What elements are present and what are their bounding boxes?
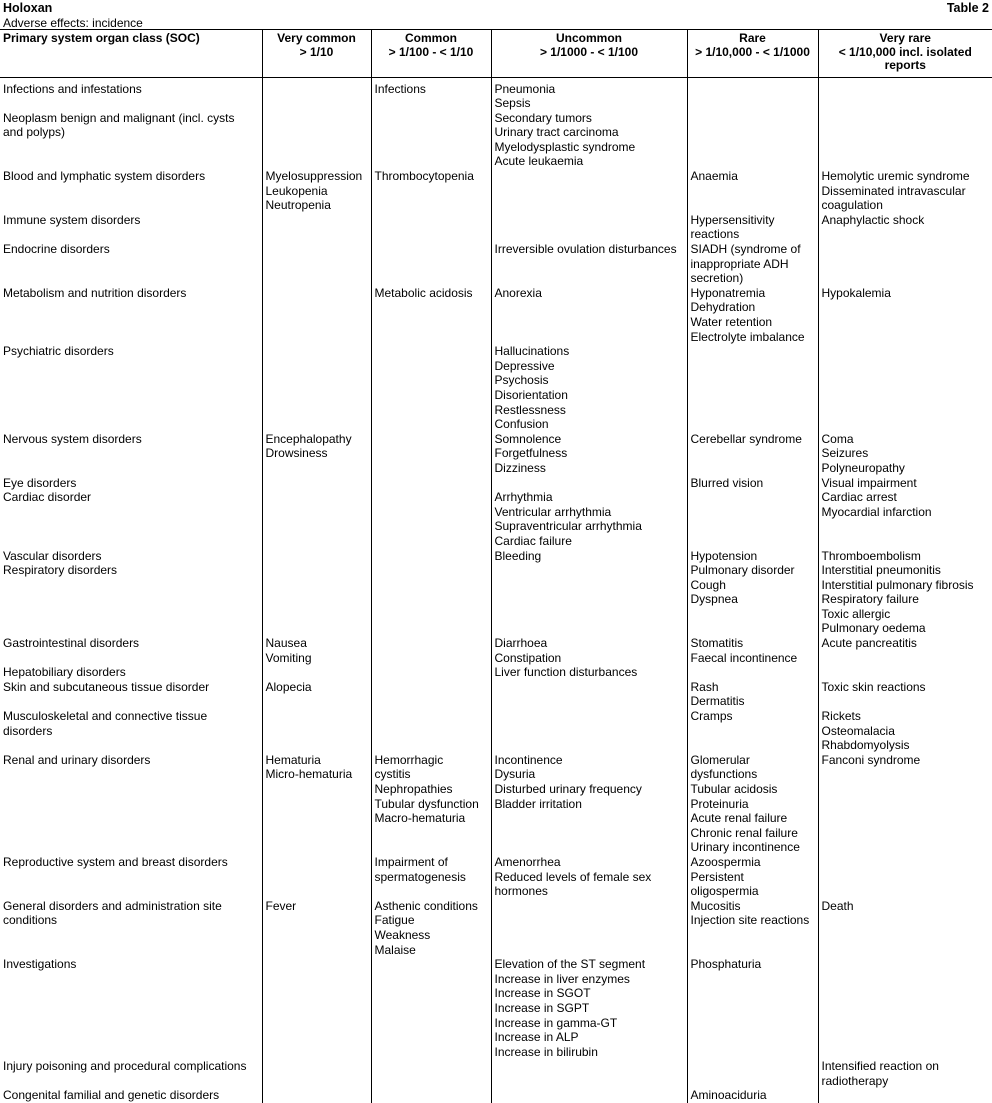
column-header-range: > 1/100 - < 1/10 bbox=[388, 44, 474, 59]
rare-cell bbox=[687, 1059, 818, 1103]
soc-cell bbox=[0, 286, 262, 344]
common-cell bbox=[371, 1059, 491, 1103]
common-cell bbox=[371, 432, 491, 549]
table-body bbox=[0, 77, 992, 1103]
rare-cell bbox=[687, 549, 818, 637]
common-cell bbox=[371, 77, 491, 169]
cell-text: Disturbed urinary frequency bbox=[494, 782, 642, 796]
cell-text: Myocardial infarction bbox=[821, 504, 932, 519]
soc-cell bbox=[0, 636, 262, 753]
column-header-range: > 1/1000 - < 1/100 bbox=[539, 44, 639, 59]
soc-cell bbox=[0, 899, 262, 957]
column-header-soc bbox=[0, 30, 262, 77]
cell-text bbox=[691, 1059, 815, 1074]
cell-text bbox=[3, 446, 259, 461]
very-common-cell bbox=[262, 213, 371, 242]
cell-text: Myelosuppression bbox=[265, 169, 363, 184]
very-rare-cell bbox=[818, 169, 992, 213]
uncommon-cell bbox=[491, 77, 687, 169]
cell-text: Hemorrhagic bbox=[374, 752, 444, 767]
cell-text: Irreversible ovulation disturbances bbox=[494, 242, 677, 257]
common-cell bbox=[371, 855, 491, 899]
very-rare-cell bbox=[818, 899, 992, 957]
cell-text: Osteomalacia bbox=[821, 723, 895, 738]
cell-text: Cardiac arrest bbox=[821, 490, 897, 505]
cell-text: Faecal incontinence bbox=[690, 650, 798, 665]
very-rare-cell bbox=[818, 855, 992, 899]
cell-text: Proteinuria bbox=[690, 796, 749, 811]
cell-text: Rash bbox=[690, 679, 719, 694]
cell-text: Pulmonary oedema bbox=[821, 621, 926, 636]
column-header-range: > 1/10 bbox=[299, 44, 334, 59]
soc-cell bbox=[0, 242, 262, 286]
cell-text: Cramps bbox=[690, 709, 733, 724]
common-cell bbox=[371, 753, 491, 855]
cell-text: Aminoaciduria bbox=[690, 1088, 767, 1103]
table-number: Table 2 bbox=[946, 1, 989, 15]
column-header-range: < 1/10,000 incl. isolated reports bbox=[838, 44, 972, 73]
very-rare-cell bbox=[818, 77, 992, 169]
table-row bbox=[0, 242, 992, 286]
cell-text: Injection site reactions bbox=[690, 913, 810, 928]
table-row bbox=[0, 169, 992, 213]
very-common-cell bbox=[262, 753, 371, 855]
soc-cell bbox=[0, 432, 262, 549]
very-rare-cell bbox=[818, 636, 992, 753]
cell-text: Azoospermia bbox=[690, 854, 761, 869]
uncommon-cell bbox=[491, 286, 687, 344]
cell-text bbox=[691, 461, 815, 476]
table-row bbox=[0, 549, 992, 637]
very-common-cell bbox=[262, 1059, 371, 1103]
cell-text: Stomatitis bbox=[690, 636, 744, 651]
cell-text: Investigations bbox=[3, 957, 77, 972]
cell-text: Vascular disorders bbox=[3, 548, 102, 563]
common-cell bbox=[371, 344, 491, 432]
cell-text: Weakness bbox=[374, 927, 431, 942]
very-common-cell bbox=[262, 242, 371, 286]
soc-cell bbox=[0, 753, 262, 855]
rare-cell bbox=[687, 899, 818, 957]
cell-text bbox=[691, 446, 815, 461]
common-cell bbox=[371, 549, 491, 637]
rare-cell bbox=[687, 855, 818, 899]
cell-text: Arrhythmia bbox=[494, 490, 553, 505]
cell-text: Urinary tract carcinoma bbox=[494, 125, 619, 140]
common-cell bbox=[371, 213, 491, 242]
common-cell bbox=[371, 242, 491, 286]
cell-text: Dizziness bbox=[494, 460, 546, 475]
uncommon-cell bbox=[491, 899, 687, 957]
cell-text bbox=[822, 694, 990, 709]
cell-text: Nausea bbox=[265, 636, 307, 651]
cell-text: Respiratory failure bbox=[821, 592, 919, 607]
very-rare-cell bbox=[818, 549, 992, 637]
cell-text: Mucositis bbox=[690, 898, 741, 913]
cell-text: Cerebellar syndrome bbox=[690, 431, 802, 446]
cell-text: Malaise bbox=[374, 942, 416, 957]
rare-cell bbox=[687, 432, 818, 549]
cell-text: Encephalopathy bbox=[265, 431, 352, 446]
column-header-label: Primary system organ class (SOC) bbox=[3, 31, 200, 45]
soc-cell bbox=[0, 549, 262, 637]
cell-text: Rickets bbox=[821, 709, 861, 724]
cell-text: Reproductive system and breast disorders bbox=[3, 854, 228, 869]
cell-text: Dehydration bbox=[690, 300, 756, 315]
cell-text: Hypersensitivity bbox=[690, 212, 775, 227]
cell-text: Nephropathies bbox=[374, 782, 453, 796]
cell-text: Infections and infestations bbox=[3, 81, 142, 96]
cell-text: Dyspnea bbox=[690, 592, 738, 607]
table-row bbox=[0, 213, 992, 242]
cell-text: Coma bbox=[821, 431, 854, 446]
cell-text: Increase in gamma-GT bbox=[494, 1015, 618, 1030]
cell-text: secretion) bbox=[690, 271, 744, 286]
cell-text: oligospermia bbox=[690, 884, 759, 899]
column-header-common bbox=[371, 30, 491, 77]
column-header-rare bbox=[687, 30, 818, 77]
cell-text: Thrombocytopenia bbox=[374, 169, 474, 184]
cell-text: Fatigue bbox=[374, 913, 415, 928]
adverse-effects-table bbox=[0, 30, 992, 1103]
cell-text: Increase in liver enzymes bbox=[494, 971, 630, 986]
uncommon-cell bbox=[491, 549, 687, 637]
cell-text: Pulmonary disorder bbox=[690, 563, 795, 578]
cell-text: dysfunctions bbox=[690, 767, 758, 782]
cell-text: Neutropenia bbox=[265, 198, 331, 213]
soc-cell bbox=[0, 77, 262, 169]
title-block bbox=[3, 0, 143, 30]
cell-text: Increase in bilirubin bbox=[494, 1044, 598, 1059]
rare-cell bbox=[687, 753, 818, 855]
cell-text bbox=[3, 1074, 259, 1089]
cell-text: Blood and lymphatic system disorders bbox=[3, 169, 206, 184]
column-header-very-common bbox=[262, 30, 371, 77]
cell-text: Neoplasm benign and malignant (incl. cysts bbox=[3, 110, 235, 125]
cell-text: Fever bbox=[265, 898, 297, 913]
cell-text: Toxic allergic bbox=[821, 606, 891, 621]
cell-text: Increase in SGPT bbox=[494, 1000, 590, 1015]
cell-text: Respiratory disorders bbox=[3, 563, 118, 578]
very-rare-cell bbox=[818, 957, 992, 1059]
cell-text: Vomiting bbox=[265, 650, 312, 665]
cell-text: Hematuria bbox=[265, 752, 321, 767]
cell-text: Bladder irritation bbox=[494, 796, 582, 811]
cell-text: Psychosis bbox=[494, 373, 549, 388]
cell-text: Dermatitis bbox=[690, 694, 745, 709]
rare-cell bbox=[687, 636, 818, 753]
cell-text: Phosphaturia bbox=[690, 957, 762, 972]
rare-cell bbox=[687, 169, 818, 213]
cell-text: Bleeding bbox=[494, 548, 542, 563]
uncommon-cell bbox=[491, 242, 687, 286]
very-common-cell bbox=[262, 899, 371, 957]
cell-text: spermatogenesis bbox=[374, 869, 466, 884]
uncommon-cell bbox=[491, 432, 687, 549]
cell-text: Sepsis bbox=[494, 96, 531, 111]
cell-text: Ventricular arrhythmia bbox=[494, 504, 612, 519]
cell-text: Tubular dysfunction bbox=[374, 796, 479, 811]
cell-text: Macro-hematuria bbox=[374, 811, 466, 826]
uncommon-cell bbox=[491, 1059, 687, 1103]
very-common-cell bbox=[262, 432, 371, 549]
cell-text bbox=[3, 96, 259, 111]
cell-text: Liver function disturbances bbox=[494, 665, 638, 680]
cell-text: Cough bbox=[690, 577, 726, 592]
column-header-very-rare bbox=[818, 30, 992, 77]
cell-text: Constipation bbox=[494, 650, 562, 665]
table-row bbox=[0, 636, 992, 753]
cell-text: Micro-hematuria bbox=[265, 767, 353, 782]
cell-text: SIADH (syndrome of bbox=[690, 242, 801, 257]
cell-text: Hepatobiliary disorders bbox=[3, 665, 126, 680]
cell-text: radiotherapy bbox=[821, 1073, 889, 1088]
cell-text: Toxic skin reactions bbox=[821, 679, 926, 694]
cell-text: Injury poisoning and procedural complications bbox=[3, 1059, 247, 1074]
table-row bbox=[0, 1059, 992, 1103]
cell-text: hormones bbox=[494, 884, 548, 899]
cell-text bbox=[691, 665, 815, 680]
cell-text: Pneumonia bbox=[494, 81, 556, 96]
column-header-label: Very rare bbox=[879, 31, 931, 45]
cell-text bbox=[822, 651, 990, 666]
cell-text: Hemolytic uremic syndrome bbox=[821, 169, 970, 184]
column-header-uncommon bbox=[491, 30, 687, 77]
cell-text bbox=[822, 665, 990, 680]
cell-text: Asthenic conditions bbox=[374, 898, 478, 913]
column-header-range: > 1/10,000 - < 1/1000 bbox=[695, 44, 810, 59]
cell-text: Metabolic acidosis bbox=[374, 285, 473, 300]
cell-text: Restlessness bbox=[494, 402, 566, 417]
cell-text: Skin and subcutaneous tissue disorder bbox=[3, 679, 210, 694]
cell-text: Interstitial pneumonitis bbox=[821, 563, 941, 578]
cell-text: Death bbox=[821, 898, 854, 913]
cell-text: Immune system disorders bbox=[3, 212, 141, 227]
cell-text: Myelodysplastic syndrome bbox=[494, 139, 636, 154]
soc-cell bbox=[0, 344, 262, 432]
column-header-label: Rare bbox=[739, 31, 766, 45]
cell-text: Dysuria bbox=[494, 767, 536, 782]
table-row bbox=[0, 957, 992, 1059]
cell-text: Acute pancreatitis bbox=[821, 636, 917, 651]
cell-text: Cardiac disorder bbox=[3, 490, 92, 505]
cell-text: Gastrointestinal disorders bbox=[3, 636, 140, 651]
cell-text: reactions bbox=[690, 227, 740, 242]
table-row bbox=[0, 286, 992, 344]
table-row bbox=[0, 855, 992, 899]
uncommon-cell bbox=[491, 169, 687, 213]
very-common-cell bbox=[262, 636, 371, 753]
cell-text: Infections bbox=[374, 81, 426, 96]
cell-text: Confusion bbox=[494, 417, 549, 432]
cell-text: Somnolence bbox=[494, 431, 562, 446]
cell-text: coagulation bbox=[821, 198, 883, 213]
very-rare-cell bbox=[818, 344, 992, 432]
very-common-cell bbox=[262, 169, 371, 213]
cell-text: Visual impairment bbox=[821, 475, 917, 490]
table-row bbox=[0, 753, 992, 855]
cell-text: Rhabdomyolysis bbox=[821, 738, 910, 753]
cell-text: Hyponatremia bbox=[690, 285, 766, 300]
rare-cell bbox=[687, 957, 818, 1059]
cell-text: Secondary tumors bbox=[494, 110, 592, 125]
rare-cell bbox=[687, 77, 818, 169]
cell-text bbox=[3, 461, 259, 476]
cell-text: Depressive bbox=[494, 358, 555, 373]
cell-text: Tubular acidosis bbox=[690, 782, 778, 796]
soc-cell bbox=[0, 957, 262, 1059]
cell-text: Cardiac failure bbox=[494, 533, 572, 548]
cell-text: Anaemia bbox=[690, 169, 738, 184]
document-header bbox=[0, 0, 992, 30]
cell-text: Electrolyte imbalance bbox=[690, 329, 805, 344]
common-cell bbox=[371, 169, 491, 213]
very-rare-cell bbox=[818, 753, 992, 855]
common-cell bbox=[371, 286, 491, 344]
cell-text: Psychiatric disorders bbox=[3, 344, 114, 359]
cell-text: Renal and urinary disorders bbox=[3, 752, 151, 767]
cell-text: Forgetfulness bbox=[494, 446, 568, 461]
table-subtitle: Adverse effects: incidence bbox=[3, 15, 143, 30]
cell-text: Impairment of bbox=[374, 854, 448, 869]
cell-text: Blurred vision bbox=[690, 475, 764, 490]
cell-text: Anorexia bbox=[494, 285, 542, 300]
cell-text: Reduced levels of female sex bbox=[494, 869, 652, 884]
very-common-cell bbox=[262, 286, 371, 344]
cell-text: Water retention bbox=[690, 315, 773, 329]
cell-text: Diarrhoea bbox=[494, 636, 548, 651]
cell-text: inappropriate ADH bbox=[690, 256, 789, 271]
cell-text: Increase in ALP bbox=[494, 1030, 579, 1045]
rare-cell bbox=[687, 213, 818, 242]
cell-text: Congenital familial and genetic disorders bbox=[3, 1088, 220, 1103]
cell-text: Hallucinations bbox=[494, 344, 570, 359]
cell-text: Supraventricular arrhythmia bbox=[494, 519, 642, 534]
column-header-label: Very common bbox=[277, 31, 356, 45]
cell-text bbox=[3, 651, 259, 666]
cell-text bbox=[266, 665, 368, 680]
cell-text: Drowsiness bbox=[265, 446, 328, 461]
cell-text: Chronic renal failure bbox=[690, 825, 798, 840]
very-common-cell bbox=[262, 855, 371, 899]
cell-text: Acute leukaemia bbox=[494, 154, 584, 169]
cell-text: General disorders and administration site bbox=[3, 898, 222, 913]
rare-cell bbox=[687, 344, 818, 432]
very-rare-cell bbox=[818, 432, 992, 549]
cell-text: cystitis bbox=[374, 767, 411, 782]
table-row bbox=[0, 432, 992, 549]
very-rare-cell bbox=[818, 286, 992, 344]
cell-text: disorders bbox=[3, 723, 53, 738]
cell-text: Glomerular bbox=[690, 752, 750, 767]
uncommon-cell bbox=[491, 855, 687, 899]
soc-cell bbox=[0, 1059, 262, 1103]
cell-text: Eye disorders bbox=[3, 475, 77, 490]
cell-text: Alopecia bbox=[265, 679, 312, 694]
common-cell bbox=[371, 636, 491, 753]
cell-text: Amenorrhea bbox=[494, 854, 561, 869]
cell-text: Leukopenia bbox=[265, 183, 328, 198]
cell-text: Musculoskeletal and connective tissue bbox=[3, 709, 208, 724]
cell-text: and polyps) bbox=[3, 125, 66, 140]
cell-text: Thromboembolism bbox=[821, 548, 921, 563]
common-cell bbox=[371, 899, 491, 957]
cell-text bbox=[495, 476, 684, 491]
cell-text: Urinary incontinence bbox=[690, 840, 800, 855]
column-header-label: Uncommon bbox=[556, 31, 622, 45]
uncommon-cell bbox=[491, 957, 687, 1059]
table-header-row bbox=[0, 30, 992, 77]
cell-text: Hypokalemia bbox=[821, 285, 891, 300]
drug-title: Holoxan bbox=[3, 1, 53, 15]
table-row bbox=[0, 77, 992, 169]
soc-cell bbox=[0, 213, 262, 242]
cell-text: Persistent bbox=[690, 869, 744, 884]
cell-text: Nervous system disorders bbox=[3, 431, 142, 446]
cell-text: conditions bbox=[3, 913, 58, 928]
table-row bbox=[0, 899, 992, 957]
very-rare-cell bbox=[818, 213, 992, 242]
rare-cell bbox=[687, 242, 818, 286]
table-row bbox=[0, 344, 992, 432]
cell-text: Anaphylactic shock bbox=[821, 212, 925, 227]
cell-text: Incontinence bbox=[494, 752, 563, 767]
rare-cell bbox=[687, 286, 818, 344]
common-cell bbox=[371, 957, 491, 1059]
uncommon-cell bbox=[491, 636, 687, 753]
cell-text: Interstitial pulmonary fibrosis bbox=[821, 577, 974, 592]
uncommon-cell bbox=[491, 344, 687, 432]
cell-text: Fanconi syndrome bbox=[821, 752, 921, 767]
cell-text: Increase in SGOT bbox=[494, 986, 591, 1001]
cell-text: Polyneuropathy bbox=[821, 460, 905, 475]
cell-text bbox=[691, 1074, 815, 1089]
very-common-cell bbox=[262, 77, 371, 169]
uncommon-cell bbox=[491, 213, 687, 242]
cell-text: Intensified reaction on bbox=[821, 1059, 939, 1074]
cell-text: Endocrine disorders bbox=[3, 242, 110, 257]
very-rare-cell bbox=[818, 242, 992, 286]
soc-cell bbox=[0, 855, 262, 899]
cell-text: Elevation of the ST segment bbox=[494, 957, 646, 972]
cell-text: Metabolism and nutrition disorders bbox=[3, 285, 187, 300]
cell-text: Disorientation bbox=[494, 387, 568, 402]
cell-text: Seizures bbox=[821, 446, 869, 461]
cell-text: Disseminated intravascular bbox=[821, 183, 966, 198]
very-common-cell bbox=[262, 957, 371, 1059]
cell-text: Acute renal failure bbox=[690, 811, 788, 826]
soc-cell bbox=[0, 169, 262, 213]
uncommon-cell bbox=[491, 753, 687, 855]
very-rare-cell bbox=[818, 1059, 992, 1103]
very-common-cell bbox=[262, 549, 371, 637]
cell-text bbox=[3, 694, 259, 709]
very-common-cell bbox=[262, 344, 371, 432]
column-header-label: Common bbox=[405, 31, 457, 45]
cell-text: Hypotension bbox=[690, 548, 758, 563]
